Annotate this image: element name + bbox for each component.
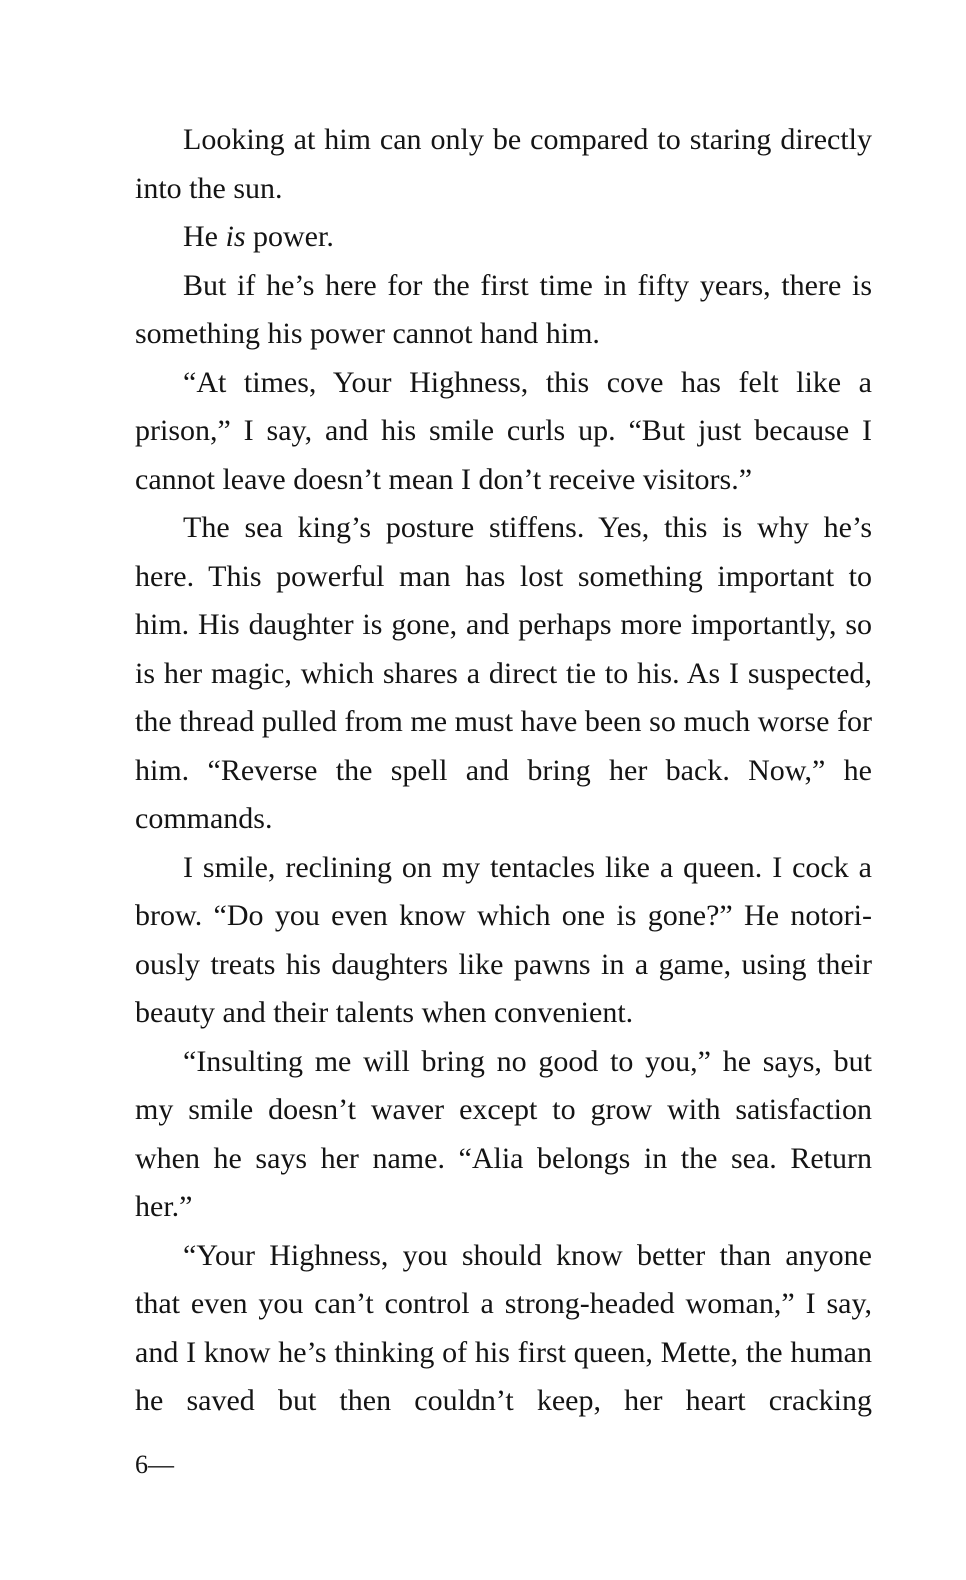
body-text [135, 116, 872, 1426]
page-number: 6— [135, 1450, 174, 1479]
paragraph-2-end: power. [245, 220, 334, 253]
paragraph-2 [135, 213, 872, 262]
paragraph-3: But if he’s here for the first time in fifty years, there is something his power cannot hand him. [135, 268, 872, 350]
paragraph-6: I smile, reclining on my tentacles like a queen. I cock a brow. “Do you even know which one is gone?” He notoriously treats his daughters like pawns in a game, using their beauty and their talents when convenient. [135, 850, 872, 1029]
paragraph-7: “Insulting me will bring no good to you,” he says, but my smile doesn’t waver except to grow with satisfaction when he says her name. “Alia belongs in the sea. Return her.” [135, 1044, 872, 1223]
paragraph-1: Looking at him can only be compared to staring directly into the sun. [135, 123, 872, 205]
paragraph-4: “At times, Your Highness, this cove has felt like a prison,” I say, and his smile curls up. “But just because I cannot leave doesn’t mean I don’t receive visitors.” [135, 365, 872, 496]
paragraph-8: “Your Highness, you should know better than anyone that even you can’t control a strong-headed woman,” I say, and I know he’s thinking of his first queen, Mette, the human he saved but then couldn’t keep, her heart cracking [135, 1238, 872, 1417]
paragraph-5: The sea king’s posture stiffens. Yes, this is why he’s here. This powerful man has lost something important to him. His daughter is gone, and perhaps more importantly, so is her magic, which shares a direct tie to his. As I suspected, the thread pulled from me must have been so much worse for him. “Reverse the spell and bring her back. Now,” he commands. [135, 511, 872, 835]
paragraph-2-start: He [183, 220, 226, 253]
paragraph-2-italic: is [225, 220, 246, 253]
